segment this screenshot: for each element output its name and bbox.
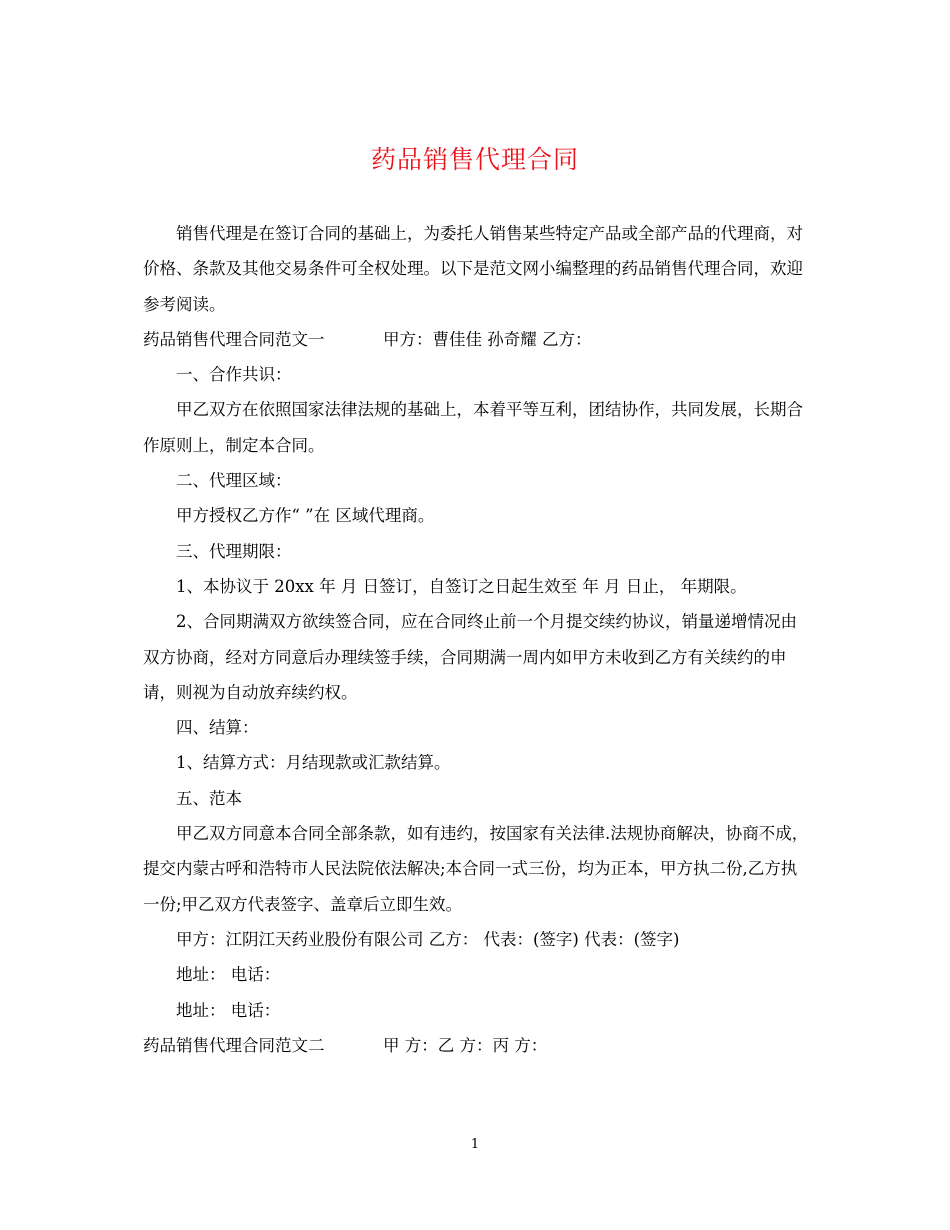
sample1-heading: 药品销售代理合同范文一: [143, 329, 325, 349]
section4-item1: 1、结算方式：月结现款或汇款结算。: [176, 753, 451, 773]
section3-title: 三、代理期限：: [176, 541, 292, 561]
page-number: 1: [470, 1137, 480, 1152]
address-line-1: 地址： 电话：: [176, 965, 281, 985]
sample1-parties: 甲方：曹佳佳 孙奇耀 乙方：: [383, 329, 592, 349]
sample2-parties: 甲 方：乙 方：丙 方：: [383, 1035, 548, 1055]
signature-line: 甲方：江阴江天药业股份有限公司 乙方： 代表：(签字) 代表：(签字): [176, 929, 680, 949]
intro-paragraph: 销售代理是在签订合同的基础上，为委托人销售某些特定产品或全部产品的代理商，对价格、条款及其他交易条件可全权处理。以下是范文网小编整理的药品销售代理合同，欢迎参考阅读。: [143, 224, 803, 314]
section2-text: 甲方授权乙方作“ ”在 区域代理商。: [176, 506, 435, 526]
sample2-heading: 药品销售代理合同范文二: [143, 1035, 325, 1055]
document-body: [143, 216, 813, 1063]
section2-title: 二、代理区域：: [176, 471, 292, 491]
section3-item1: 1、本协议于 20xx 年 月 日签订，自签订之日起生效至 年 月 日止， 年期限。: [176, 576, 747, 596]
section1-text: 甲乙双方在依照国家法律法规的基础上，本着平等互利，团结协作，共同发展，长期合作原则上，制定本合同。: [143, 400, 803, 455]
section1-title: 一、合作共识：: [176, 365, 292, 385]
section4-title: 四、结算：: [176, 718, 259, 738]
section3-item2: 2、合同期满双方欲续签合同，应在合同终止前一个月提交续约协议，销量递增情况由双方协商，经对方同意后办理续签手续，合同期满一周内如甲方未收到乙方有关续约的申请，则视为自动放弃续约权。: [143, 612, 797, 702]
section5-title: 五、范本: [176, 788, 242, 808]
section5-text: 甲乙双方同意本合同全部条款，如有违约，按国家有关法律.法规协商解决，协商不成，提交内蒙古呼和浩特市人民法院依法解决;本合同一式三份，均为正本，甲方执二份,乙方执一份;甲乙双方代表签字、盖章后立即生效。: [143, 824, 809, 914]
sample2-heading-line: [143, 1028, 813, 1063]
document-title: 药品销售代理合同: [370, 145, 579, 174]
address-line-2: 地址： 电话：: [176, 1000, 281, 1020]
sample1-heading-line: [143, 322, 813, 357]
